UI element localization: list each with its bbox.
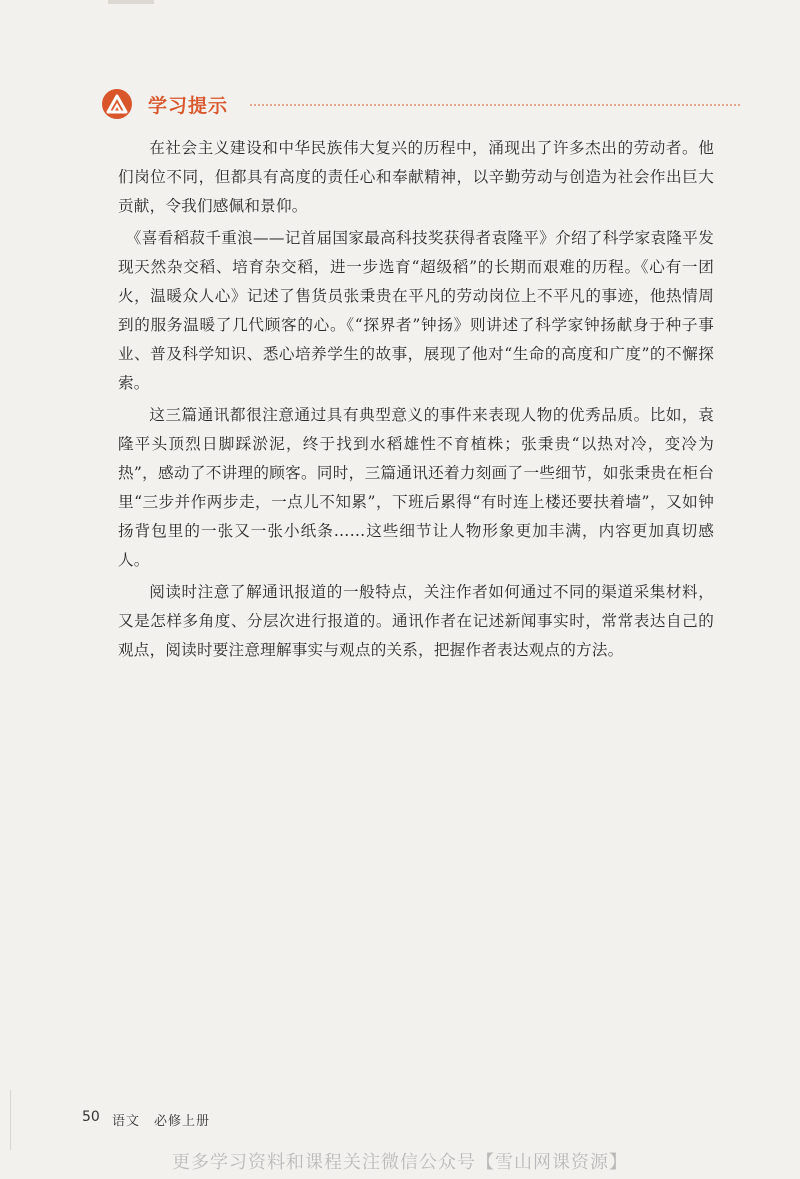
study-tips-body (118, 134, 714, 665)
book-title: 语文 必修上册 (112, 1114, 211, 1129)
watermark-text: 更多学习资料和课程关注微信公众号【雪山网课资源】 (172, 1152, 628, 1173)
paragraph-1: 在社会主义建设和中华民族伟大复兴的历程中，涌现出了许多杰出的劳动者。他们岗位不同，但都具有高度的责任心和奉献精神，以辛勤劳动与创造为社会作出巨大贡献，令我们感佩和景仰。 (118, 139, 714, 215)
top-edge-mark (108, 0, 154, 4)
paragraph-2: 《喜看稻菽千重浪——记首届国家最高科技奖获得者袁隆平》介绍了科学家袁隆平发现天然杂交稻、培育杂交稻，进一步选育“超级稻”的长期而艰难的历程。《心有一团火，温暖众人心》记述了售货员张秉贵在平凡的劳动岗位上不平凡的事迹，他热情周到的服务温暖了几代顾客的心。《“探界者”钟扬》则讲述了科学家钟扬献身于种子事业、普及科学知识、悉心培养学生的故事，展现了他对“生命的高度和广度”的不懈探索。 (118, 229, 714, 392)
dotted-divider (250, 104, 740, 106)
margin-rule (10, 1090, 11, 1150)
section-header (100, 88, 740, 122)
study-tips-icon (100, 88, 134, 120)
section-title: 学习提示 (148, 95, 229, 117)
page-number: 50 (82, 1109, 100, 1125)
paragraph-3: 这三篇通讯都很注意通过具有典型意义的事件来表现人物的优秀品质。比如，袁隆平头顶烈日脚踩淤泥，终于找到水稻雄性不育植株；张秉贵“以热对冷，变冷为热”，感动了不讲理的顾客。同时，三篇通讯还着力刻画了一些细节，如张秉贵在柜台里“三步并作两步走，一点儿不知累”，下班后累得“有时连上楼还要扶着墙”，又如钟扬背包里的一张又一张小纸条……这些细节让人物形象更加丰满，内容更加真切感人。 (118, 406, 714, 569)
paragraph-4: 阅读时注意了解通讯报道的一般特点，关注作者如何通过不同的渠道采集材料，又是怎样多角度、分层次进行报道的。通讯作者在记述新闻事实时，常常表达自己的观点，阅读时要注意理解事实与观点的关系，把握作者表达观点的方法。 (118, 583, 714, 659)
